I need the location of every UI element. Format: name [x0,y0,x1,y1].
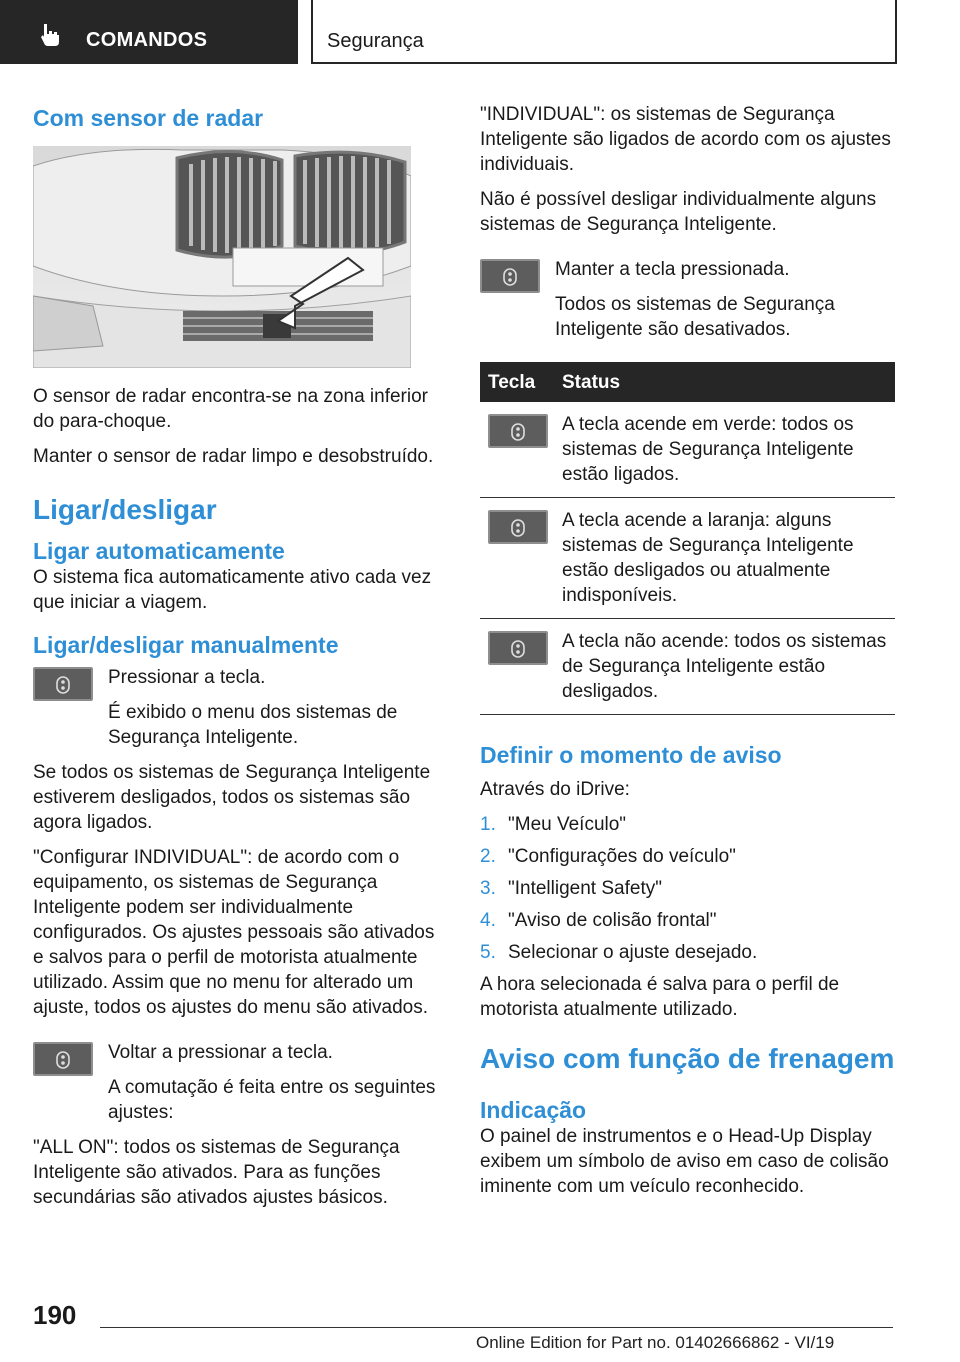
page-number: 190 [33,1300,77,1330]
press-key-text: Pressionar a tecla. [108,667,266,688]
table-row [480,619,895,715]
table-cell-status: A tecla acende em verde: todos os sistemas de Segurança Inteligente estão ligados. [554,402,895,498]
pointing-hand-icon [38,22,64,48]
header-section [311,0,897,64]
header-tab-comandos [0,0,298,64]
intelligent-safety-button-icon [480,259,540,293]
paragraph-configurar-individual: "Configurar INDIVIDUAL": de acordo com o equipamento, os sistemas de Segurança Inteligente podem ser individualmente configurados. Os ajustes pessoais são ativados e salvos para o perfil de motorista atualmente utilizado. Assim que no menu for alterado um ajuste, todos os ajustes do menu são ativados. [33,847,435,1018]
table-cell-status: A tecla não acende: todos os sistemas de Segurança Inteligente estão desligados. [554,619,895,715]
key-status-table [480,362,895,715]
menu-displayed-text: É exibido o menu dos sistemas de Segurança Inteligente. [108,702,398,748]
list-item: 4. "Aviso de colisão frontal" [480,910,717,931]
intelligent-safety-button-icon [488,510,548,544]
heading-braking-warning: Aviso com função de frenagem [480,1043,895,1074]
paragraph-idrive: Através do iDrive: [480,779,630,800]
paragraph-radar-location: O sensor de radar encontra-se na zona inferior do para-choque. [33,386,428,432]
paragraph-all-on: "ALL ON": todos os sistemas de Segurança Inteligente são ativados. Para as funções secundárias são ativados ajustes básicos. [33,1137,400,1208]
hold-key-instruction [480,257,895,342]
list-item: 5. Selecionar o ajuste desejado. [480,942,758,963]
table-header-key: Tecla [480,362,554,402]
press-again-instruction [33,1040,448,1125]
left-column [33,104,448,1220]
paragraph-time-saved: A hora selecionada é salva para o perfil de motorista atualmente utilizado. [480,974,840,1020]
heading-indicacao: Indicação [480,1097,587,1123]
table-cell-status: A tecla acende a laranja: alguns sistemas de Segurança Inteligente estão desligados ou atualmente indisponíveis. [554,498,895,619]
paragraph-radar-clean: Manter o sensor de radar limpo e desobstruído. [33,446,434,467]
hold-key-text: Manter a tecla pressionada. [555,259,790,280]
heading-ligar-automaticamente: Ligar automaticamente [33,538,285,564]
intelligent-safety-button-icon [488,414,548,448]
table-row [480,498,895,619]
footer-edition: Online Edition for Part no. 01402666862 - VI/19 [476,1333,835,1352]
table-header-row [480,362,895,402]
paragraph-indicacao: O painel de instrumentos e o Head-Up Display exibem um símbolo de aviso em caso de colisão iminente com um veículo reconhecido. [480,1126,889,1197]
header-tab-label: COMANDOS [86,29,208,51]
footer-divider [100,1327,893,1328]
table-header-status: Status [554,362,895,402]
all-deactivated-text: Todos os sistemas de Segurança Inteligente são desativados. [555,294,835,340]
right-column [480,102,895,1209]
header-section-label: Segurança [327,30,424,52]
toggle-settings-text: A comutação é feita entre os seguintes ajustes: [108,1077,436,1123]
bumper-radar-image [33,146,411,368]
heading-radar-sensor: Com sensor de radar [33,105,264,131]
heading-warning-time: Definir o momento de aviso [480,742,782,768]
intelligent-safety-button-icon [33,667,93,701]
paragraph-no-individual-off: Não é possível desligar individualmente alguns sistemas de Segurança Inteligente. [480,189,877,235]
paragraph-all-off: Se todos os sistemas de Segurança Inteligente estiverem desligados, todos os sistemas são agora ligados. [33,762,431,833]
intelligent-safety-button-icon [488,631,548,665]
intelligent-safety-button-icon [33,1042,93,1076]
press-again-text: Voltar a pressionar a tecla. [108,1042,333,1063]
table-row [480,402,895,498]
list-item: 2. "Configurações do veículo" [480,846,736,867]
heading-ligar-manualmente: Ligar/desligar manualmente [33,632,339,658]
list-item: 3. "Intelligent Safety" [480,878,662,899]
idrive-steps-list [480,812,895,965]
press-key-instruction [33,665,448,750]
list-item: 1. "Meu Veículo" [480,814,627,835]
heading-ligar-desligar: Ligar/desligar [33,494,217,525]
paragraph-auto: O sistema fica automaticamente ativo cada vez que iniciar a viagem. [33,567,432,613]
paragraph-individual: "INDIVIDUAL": os sistemas de Segurança Inteligente são ligados de acordo com os ajustes individuais. [480,104,891,175]
